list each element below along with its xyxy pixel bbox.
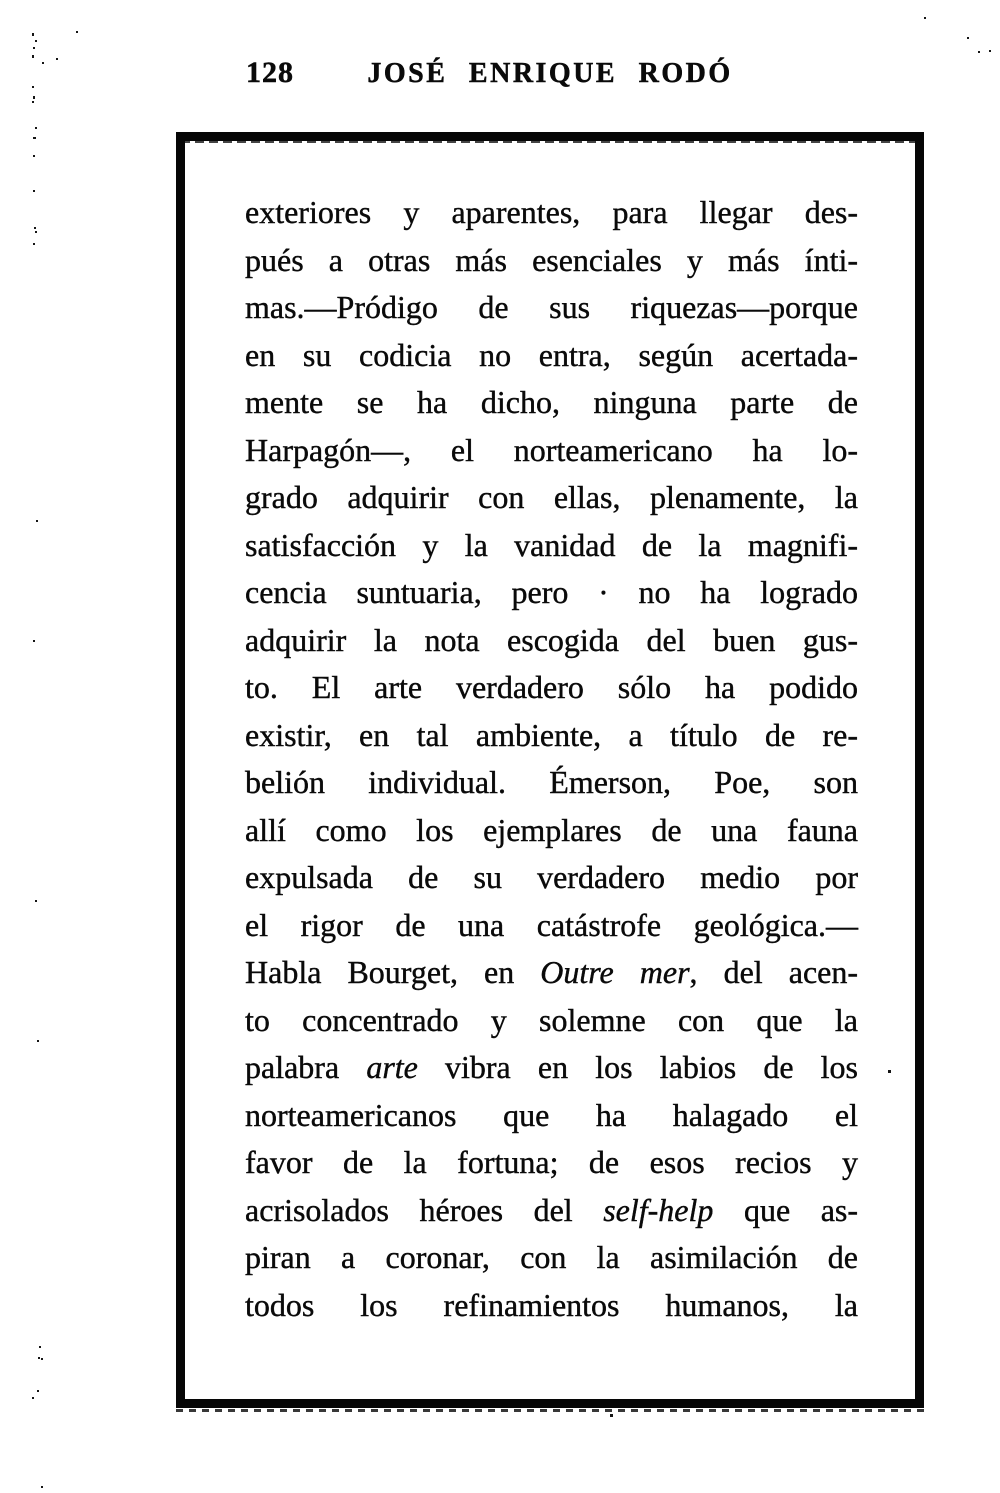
text-segment: grado adquirir con ellas, plenamente, la [245, 479, 858, 515]
scan-speck [76, 31, 78, 33]
text-segment: en su codicia no entra, según acertada- [245, 336, 858, 373]
scan-speck [41, 1358, 43, 1360]
text-line [245, 1282, 858, 1330]
text-line [245, 284, 858, 332]
text-line [245, 854, 858, 902]
scan-speck [989, 50, 991, 52]
scan-speck [924, 17, 926, 19]
text-segment: mas.—Pródigo de sus riquezas—porque [245, 289, 858, 325]
scan-speck [35, 900, 37, 902]
text-segment: belión individual. Émerson, Poe, son [245, 764, 858, 800]
text-segment: exteriores y aparentes, para llegar des- [245, 194, 858, 230]
text-segment: to. El arte verdadero sólo ha podido [245, 669, 858, 705]
scan-speck [37, 1040, 39, 1042]
scan-speck [35, 40, 37, 42]
text-segment: palabra [245, 1049, 367, 1085]
text-line [245, 1139, 858, 1187]
text-line [245, 1234, 858, 1282]
running-header: JOSÉ ENRIQUE RODÓ [367, 58, 733, 89]
text-segment: vibra en los labios de los [417, 1049, 859, 1085]
scan-speck [37, 1390, 39, 1392]
scan-speck [967, 37, 969, 39]
scan-speck [32, 1397, 34, 1399]
body-text [245, 189, 858, 1329]
text-line [245, 522, 858, 570]
text-line [245, 237, 858, 285]
text-segment: existir, en tal ambiente, a título de re- [245, 716, 858, 753]
scan-speck [33, 640, 35, 642]
scan-speck [32, 101, 34, 103]
italic-text: self-help [603, 1191, 714, 1228]
text-line [245, 759, 858, 807]
text-line [245, 474, 858, 522]
text-segment: mente se ha dicho, ninguna parte de [245, 384, 858, 420]
text-line [245, 427, 858, 475]
text-segment: to concentrado y solemne con que la [245, 1001, 858, 1038]
text-segment: favor de la fortuna; de esos recios y [245, 1144, 858, 1180]
scan-speck [978, 51, 980, 53]
scan-speck [42, 62, 44, 64]
text-segment: Harpagón—, el norteamericano ha lo- [245, 431, 858, 468]
text-line [245, 379, 858, 427]
text-line [245, 664, 858, 712]
scan-speck [33, 243, 35, 245]
text-line [245, 189, 858, 237]
text-segment: todos los refinamientos humanos, la [245, 1286, 858, 1323]
text-segment: pués a otras más esenciales y más ínti- [245, 241, 858, 278]
italic-text: Outre mer [540, 954, 690, 990]
text-segment: allí como los ejemplares de una fauna [245, 811, 858, 848]
text-line [245, 1092, 858, 1140]
text-segment: adquirir la nota escogida del buen gus- [245, 621, 858, 658]
scan-speck [33, 47, 35, 49]
scan-speck [35, 231, 37, 233]
text-segment: que as- [713, 1191, 858, 1228]
scan-speck [33, 137, 36, 139]
text-line [245, 332, 858, 380]
scan-speck [610, 1414, 613, 1417]
scan-speck [39, 1346, 41, 1348]
text-segment: acrisolados héroes del [245, 1191, 604, 1228]
text-line [245, 997, 858, 1045]
scan-speck [33, 96, 35, 99]
text-segment: norteamericanos que ha halagado el [245, 1096, 858, 1133]
text-line [245, 569, 858, 617]
scan-speck [32, 55, 34, 58]
scan-speck [36, 520, 38, 522]
text-line [245, 617, 858, 665]
text-line [245, 902, 858, 950]
text-segment: Habla Bourget, en [245, 954, 541, 990]
text-segment: cencia suntuaria, pero · no ha logrado [245, 574, 858, 610]
scan-speck [33, 190, 35, 192]
text-segment: , del acen- [689, 954, 858, 990]
scan-speck [35, 127, 37, 129]
scan-speck [888, 1070, 891, 1073]
scan-speck [34, 227, 36, 229]
text-line [245, 1187, 858, 1235]
text-line [245, 807, 858, 855]
italic-text: arte [366, 1049, 418, 1085]
text-segment: piran a coronar, con la asimilación de [245, 1239, 858, 1275]
text-segment: el rigor de una catástrofe geológica.— [245, 906, 858, 943]
text-line [245, 712, 858, 760]
text-frame [176, 132, 924, 1408]
scan-speck [41, 1486, 43, 1488]
scan-speck [33, 155, 35, 157]
scan-speck [32, 86, 34, 88]
scan-speck [32, 33, 34, 36]
page-number: 128 [246, 56, 294, 89]
text-line [245, 949, 858, 997]
text-segment: satisfacción y la vanidad de la magnifi- [245, 526, 858, 563]
scan-speck [38, 1357, 40, 1359]
text-line [245, 1044, 858, 1092]
scan-speck [56, 58, 58, 60]
text-segment: expulsada de su verdadero medio por [245, 859, 858, 895]
